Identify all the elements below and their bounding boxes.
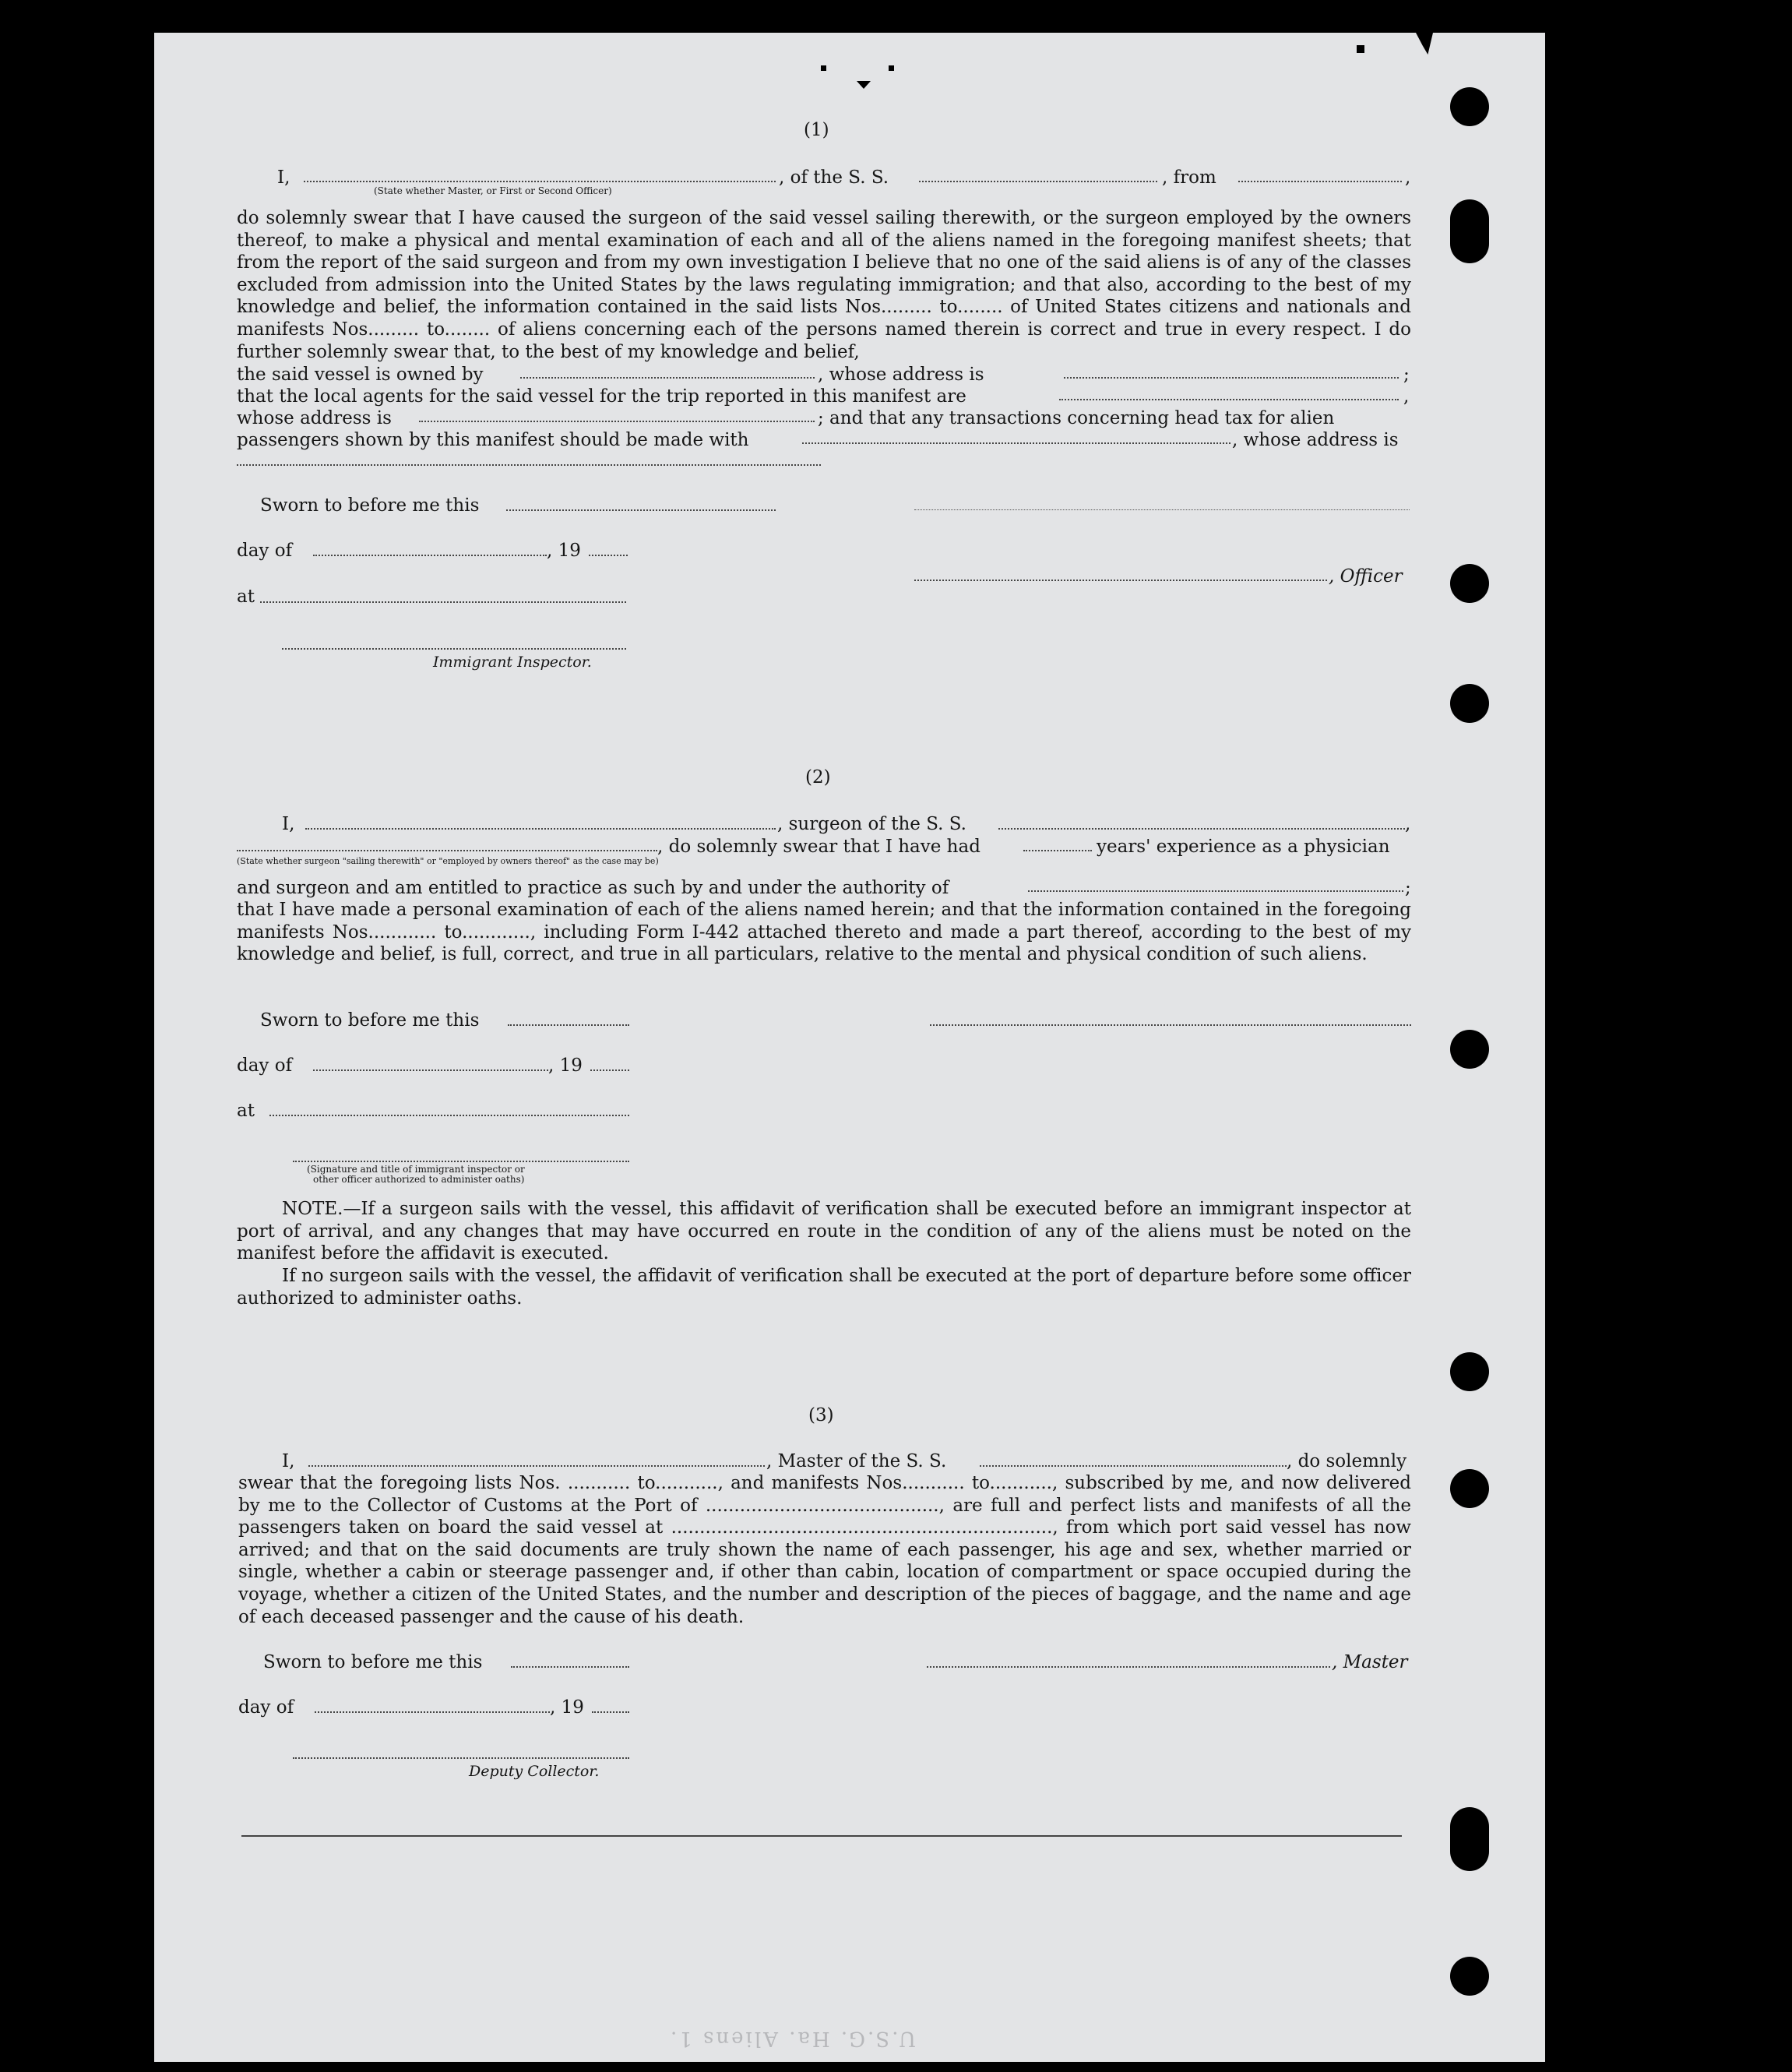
- punch-hole: [1450, 199, 1489, 263]
- s2-note-2: If no surgeon sails with the vessel, the affidavit of verification shall be executed at the port of departure before some officer authorized to administer oaths.: [237, 1266, 1411, 1309]
- s2-surgeon-type-field[interactable]: [237, 850, 657, 851]
- s1-sworn: Sworn to before me this: [260, 495, 480, 516]
- s3-vessel-field[interactable]: [980, 1465, 1287, 1467]
- s1-from: , from: [1162, 167, 1216, 188]
- s2-sworn-day-field[interactable]: [508, 1024, 629, 1026]
- s1-inspector-line[interactable]: [282, 648, 626, 650]
- s2-at: at: [237, 1101, 255, 1121]
- s1-owned-whose: , whose address is: [818, 365, 984, 385]
- s3-sworn: Sworn to before me this: [263, 1652, 483, 1672]
- s1-line1-end: ,: [1405, 167, 1411, 188]
- s3-month-field[interactable]: [315, 1711, 550, 1713]
- s1-passengers: passengers shown by this manifest should be made with: [237, 430, 749, 450]
- s2-surgeon-type-note: (State whether surgeon "sailing therewith" or "employed by owners thereof" as the case may be): [237, 856, 659, 866]
- s2-authority: and surgeon and am entitled to practice as such by and under the authority of: [237, 878, 949, 898]
- punch-hole: [1450, 87, 1489, 126]
- s1-agents: that the local agents for the said vessel for the trip reported in this manifest are: [237, 386, 966, 407]
- section-3-number: (3): [808, 1405, 834, 1425]
- s3-master-signature-line[interactable]: [927, 1666, 1330, 1668]
- s2-swear: , do solemnly swear that I have had: [657, 837, 980, 857]
- note-label: NOTE.: [282, 1199, 343, 1219]
- s2-inspector-line[interactable]: [293, 1161, 629, 1162]
- section-2-number: (2): [805, 767, 831, 788]
- s1-month-field[interactable]: [313, 555, 547, 556]
- s2-place-field[interactable]: [269, 1115, 629, 1116]
- punch-hole: [1450, 1030, 1489, 1069]
- s2-vessel-field[interactable]: [998, 828, 1405, 830]
- s1-headtax-address-field[interactable]: [237, 464, 821, 466]
- s2-year-field[interactable]: [590, 1069, 629, 1071]
- s3-collector-line[interactable]: [293, 1757, 629, 1759]
- s3-year: , 19: [550, 1697, 584, 1718]
- s2-authority-field[interactable]: [1028, 890, 1403, 892]
- s3-master-of: , Master of the S. S.: [766, 1451, 947, 1471]
- s1-officer-line[interactable]: [914, 580, 1327, 581]
- punch-hole: [1450, 684, 1489, 723]
- s1-inspector-label: Immigrant Inspector.: [433, 654, 592, 671]
- s1-agents-field[interactable]: [1059, 399, 1399, 400]
- s1-year-field[interactable]: [589, 555, 628, 556]
- section-1-number: (1): [804, 120, 829, 140]
- s1-officer-rank-field[interactable]: [304, 181, 776, 182]
- bleed-through-text: U.S.G. Ha. Aliens 1.: [668, 2027, 916, 2050]
- form-page: (1) I, , of the S. S. , from , (State whether Master, or First or Second Officer) do solemnly swear that I have caused the surgeon of the said vessel sailing therewith, or the surgeon employed by the owners thereof, to make a physical and mental examination of each and all of the aliens named in the foregoing manifest sheets; that from the report of the said surgeon and from my own investigation I believe that no one of the said aliens is of any of the classes excluded from admission into the United States by the laws regulating immigration; and that also, according to the best of my knowledge and belief, the information contained in the said lists Nos......... to........ of United States citizens and nationals and manifests Nos......... to........ of aliens concerning each of the persons named therein is correct and true in every respect. I do further solemnly swear that, to the best of my knowledge and belief, the said vessel is owned by , whose address is ; that the local agents for the said vessel for the trip reported in this manifest are , whose address is ; and that any transactions concerning head tax for alien passengers shown by this manifest should be made with , whose address is Sworn to before me this day of , 19 , Officer at Immigrant Inspector. (2) I, , surgeon of the S. S. , , do solemnly swear that I have had years' experience as a physician (State whether surgeon "sailing therewith" or "employed by owners thereof" as the case may be) and surgeon and am entitled to practice as such by and under the authority of ; that I have made a personal examination of each of the aliens named herein; and that the information contained in the foregoing manifests Nos............ to............, including Form I-442 attached thereto and made a part thereof, according to the best of my knowledge and belief, is full, correct, and true in all particulars, relative to the mental and physical condition of such aliens. Sworn to before me this day of , 19 at (Signature and title of immigrant inspector or other officer authorized to administer oaths) NOTE.—If a surgeon sails with the vessel, this affidavit of verification shall be executed before an immigrant inspector at port of arrival, and any changes that may have occurred en route in the condition of any of the aliens must be noted on the manifest before the affidavit is executed. If no surgeon sails with the vessel, the affidavit of verification shall be executed at the port of departure before some officer authorized to administer oaths. (3) I, , Master of the S. S. , do solemnly swear that the foregoing lists Nos. ........... to..........., and manifests Nos........... to..........., subscribed by me, and now delivered by me to the Collector of Customs at the Port of ........................................., are full and perfect lists and manifests of all the passengers taken on board the said vessel at ..................................................................., from which port said vessel has now arrived; and that on the said documents are truly shown the name of each passenger, his age and sex, whether married or single, whether a cabin or steerage passenger and, if other than cabin, location of compartment or space occupied during the voyage, whether a citizen of the United States, and the number and description of the pieces of baggage, and the name and age of each deceased passenger and the cause of his death. Sworn to before me this , Master day of , 19 Deputy Collector. U.S.G. Ha. Aliens 1.: [154, 33, 1545, 2062]
- scan-speck: [889, 65, 894, 71]
- s1-year: , 19: [547, 541, 581, 561]
- s1-agents-tail: ; and that any transactions concerning head tax for alien: [818, 408, 1335, 428]
- note-1-text: —If a surgeon sails with the vessel, this affidavit of verification shall be executed before an immigrant inspector at port of arrival, and any changes that may have occurred en route in the condition of any of the aliens must be noted on the manifest before the affidavit is executed.: [237, 1199, 1411, 1264]
- s1-place-field[interactable]: [260, 601, 626, 603]
- s1-rank-note: (State whether Master, or First or Second Officer): [374, 185, 612, 196]
- s2-authority-end: ;: [1405, 878, 1411, 898]
- s2-surgeon-name-field[interactable]: [305, 828, 776, 830]
- s2-month-field[interactable]: [313, 1069, 548, 1071]
- s2-day-of: day of: [237, 1055, 293, 1076]
- s3-collector-label: Deputy Collector.: [469, 1763, 600, 1780]
- s1-owned-by: the said vessel is owned by: [237, 365, 484, 385]
- s1-body-paragraph: do solemnly swear that I have caused the surgeon of the said vessel sailing therewith, or the surgeon employed by the owners thereof, to make a physical and mental examination of each and all of the aliens named in the foregoing manifest sheets; that from the report of the said surgeon and from my own investigation I believe that no one of the said aliens is of any of the classes excluded from admission into the United States by the laws regulating immigration; and that also, according to the best of my knowledge and belief, the information contained in the said lists Nos......... to........ of United States citizens and nationals and manifests Nos......... to........ of aliens concerning each of the persons named therein is correct and true in every respect. I do further solemnly swear that, to the best of my knowledge and belief,: [237, 208, 1411, 362]
- scan-mark-left: [72, 474, 74, 489]
- s2-years: years' experience as a physician: [1097, 837, 1390, 857]
- s1-pronoun: I,: [277, 167, 290, 188]
- s2-signature-line[interactable]: [930, 1024, 1411, 1026]
- bottom-rule: [241, 1835, 1402, 1837]
- s3-master-label: , Master: [1332, 1652, 1408, 1672]
- s1-headtax-contact-field[interactable]: [802, 442, 1230, 444]
- scan-speck: [1416, 33, 1433, 55]
- s1-at: at: [237, 587, 255, 607]
- s3-body-paragraph: swear that the foregoing lists Nos. ........... to..........., and manifests Nos........... to..........., subscribed by me, and now delivered by me to the Collector of Customs at the Port of ........................................., are full and perfect lists and manifests of all the passengers taken on board the said vessel at ..................................................................., from which port said vessel has now arrived; and that on the said documents are truly shown the name of each passenger, his age and sex, whether married or single, whether a cabin or steerage passenger and, if other than cabin, location of compartment or space occupied during the voyage, whether a citizen of the United States, and the number and description of the pieces of baggage, and the name and age of each deceased passenger and the cause of his death.: [238, 1473, 1411, 1627]
- punch-hole: [1450, 1469, 1489, 1508]
- s1-owner-field[interactable]: [520, 377, 815, 379]
- s2-sig-note-2: other officer authorized to administer oaths): [313, 1174, 525, 1185]
- s1-of-ss: , of the S. S.: [779, 167, 889, 188]
- s1-owner-address-field[interactable]: [1064, 377, 1399, 379]
- s1-officer-label: , Officer: [1329, 566, 1403, 587]
- s2-surgeon-of: , surgeon of the S. S.: [777, 814, 966, 834]
- s2-sig-note-1: (Signature and title of immigrant inspector or: [307, 1164, 525, 1175]
- s2-note-1: [237, 1198, 1411, 1265]
- punch-hole: [1450, 1957, 1489, 1996]
- s3-pronoun: I,: [282, 1451, 295, 1471]
- s1-day-of: day of: [237, 541, 293, 561]
- s2-year: , 19: [548, 1055, 583, 1076]
- s3-day-of: day of: [238, 1697, 294, 1718]
- s1-agents-whose: whose address is: [237, 408, 392, 428]
- s2-sworn: Sworn to before me this: [260, 1010, 480, 1031]
- s3-swear: , do solemnly: [1287, 1451, 1407, 1471]
- s3-master-name-field[interactable]: [308, 1465, 765, 1467]
- s2-line1-end: ,: [1405, 814, 1411, 834]
- punch-hole: [1450, 1352, 1489, 1391]
- s2-years-field[interactable]: [1023, 850, 1092, 851]
- scan-speck: [821, 65, 826, 71]
- scan-speck: [857, 81, 871, 89]
- s2-body-paragraph: that I have made a personal examination of each of the aliens named herein; and that the information contained in the foregoing manifests Nos............ to............, including Form I-442 attached thereto and made a part thereof, according to the best of my knowledge and belief, is full, correct, and true in all particulars, relative to the mental and physical condition of such aliens.: [237, 900, 1411, 965]
- s1-signature-line[interactable]: [914, 509, 1410, 510]
- s1-from-port-field[interactable]: [1238, 181, 1402, 182]
- s1-passengers-tail: , whose address is: [1232, 430, 1399, 450]
- s1-agents-address-field[interactable]: [419, 421, 815, 422]
- s3-year-field[interactable]: [592, 1711, 629, 1713]
- s1-vessel-name-field[interactable]: [919, 181, 1157, 182]
- punch-hole: [1450, 564, 1489, 603]
- scan-speck: [1357, 45, 1364, 53]
- scan-mark-left: [61, 477, 63, 479]
- s2-pronoun: I,: [282, 814, 295, 834]
- s1-sworn-day-field[interactable]: [506, 509, 776, 511]
- punch-hole: [1450, 1807, 1489, 1871]
- s3-sworn-day-field[interactable]: [511, 1666, 629, 1668]
